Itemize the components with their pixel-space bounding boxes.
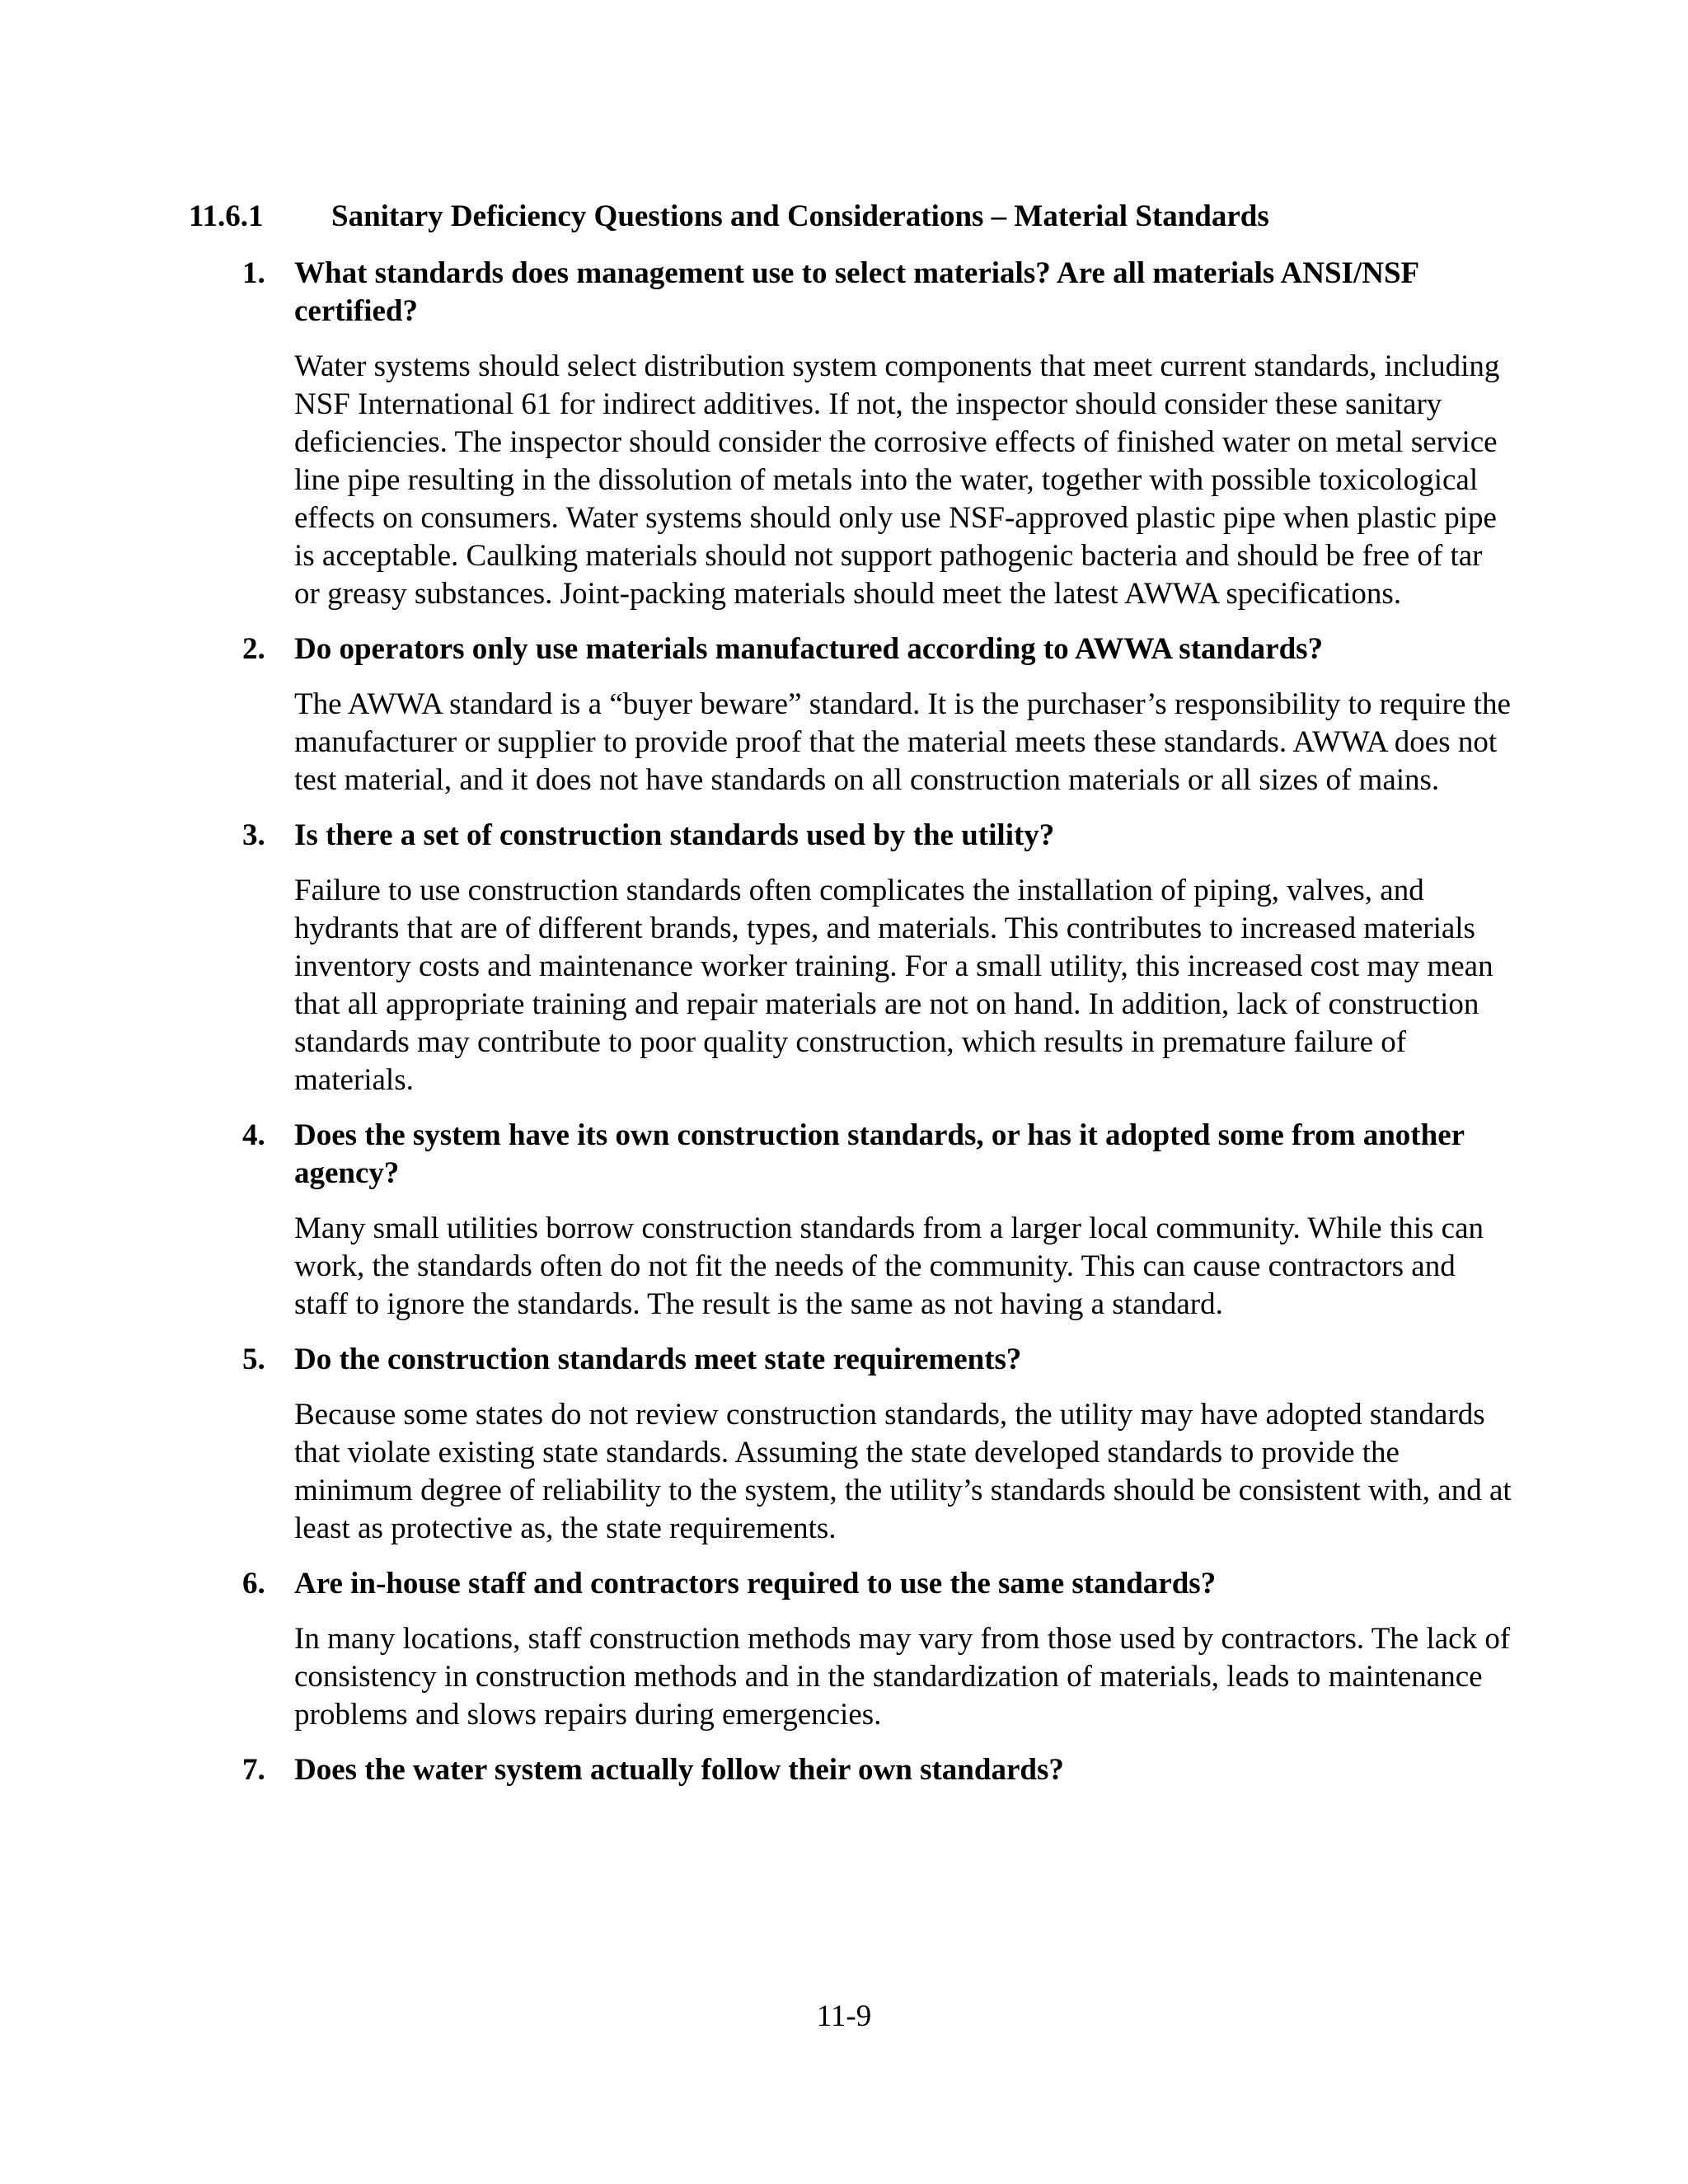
question-text: Does the water system actually follow their own standards? <box>294 1753 1064 1787</box>
section-number: 11.6.1 <box>189 199 264 233</box>
answer-text: Water systems should select distribution system components that meet current standards, including NSF International 61 for indirect additives. If not, the inspector should consider these sanitary deficiencies. The inspector should consider the corrosive effects of finished water on metal service line pipe resulting in the dissolution of metals into the water, together with possible toxicological effects on consumers. Water systems should only use NSF-approved plastic pipe when plastic pipe is acceptable. Caulking materials should not support pathogenic bacteria and should be free of tar or greasy substances. Joint-packing materials should meet the latest AWWA specifications. <box>294 349 1500 611</box>
answer-text: Failure to use construction standards often complicates the installation of piping, valves, and hydrants that are of different brands, types, and materials. This contributes to increased materials inventory costs and maintenance worker training. For a small utility, this increased cost may mean that all appropriate training and repair materials are not on hand. In addition, lack of construction standards may contribute to poor quality construction, which results in premature failure of materials. <box>294 874 1493 1097</box>
answer-text: Many small utilities borrow construction standards from a larger local community. While this can work, the standards often do not fit the needs of the community. This can cause contractors and staff to ignore the standards. The result is the same as not having a standard. <box>294 1212 1484 1321</box>
question-text: Do the construction standards meet state requirements? <box>294 1343 1022 1376</box>
answer-text: Because some states do not review construction standards, the utility may have adopted standards that violate existing state standards. Assuming the state developed standards to provide the minimum degree of reliability to the system, the utility’s standards should be consistent with, and at least as protective as, the state requirements. <box>294 1398 1512 1545</box>
question-number: 4. <box>242 1118 265 1152</box>
answer-text: The AWWA standard is a “buyer beware” standard. It is the purchaser’s responsibility to require the manufacturer or supplier to provide proof that the material meets these standards. AWWA does not test material, and it does not have standards on all construction materials or all sizes of mains. <box>294 687 1511 797</box>
question-number: 3. <box>242 818 265 852</box>
section-title: Sanitary Deficiency Questions and Considerations – Material Standards <box>331 199 1269 233</box>
question-text: Is there a set of construction standards used by the utility? <box>294 818 1055 852</box>
question-item <box>242 255 1512 613</box>
section-heading <box>189 198 1269 236</box>
question-number: 2. <box>242 632 265 666</box>
question-text: Do operators only use materials manufactured according to AWWA standards? <box>294 632 1324 666</box>
question-text: Are in-house staff and contractors required to use the same standards? <box>294 1567 1217 1601</box>
question-text: Does the system have its own construction standards, or has it adopted some from another agency? <box>294 1118 1465 1190</box>
question-number: 5. <box>242 1343 265 1376</box>
question-item <box>242 1565 1512 1734</box>
question-list <box>242 255 1512 1807</box>
question-item <box>242 630 1512 799</box>
page-number: 11-9 <box>816 1999 872 2033</box>
question-item <box>242 1341 1512 1548</box>
question-item <box>242 1751 1512 1789</box>
question-number: 7. <box>242 1753 265 1787</box>
question-text: What standards does management use to select materials? Are all materials ANSI/NSF certified? <box>294 256 1418 328</box>
question-item <box>242 1117 1512 1324</box>
question-number: 6. <box>242 1567 265 1601</box>
answer-text: In many locations, staff construction methods may vary from those used by contractors. The lack of consistency in construction methods and in the standardization of materials, leads to maintenance problems and slows repairs during emergencies. <box>294 1622 1511 1732</box>
question-number: 1. <box>242 256 265 290</box>
question-item <box>242 817 1512 1099</box>
